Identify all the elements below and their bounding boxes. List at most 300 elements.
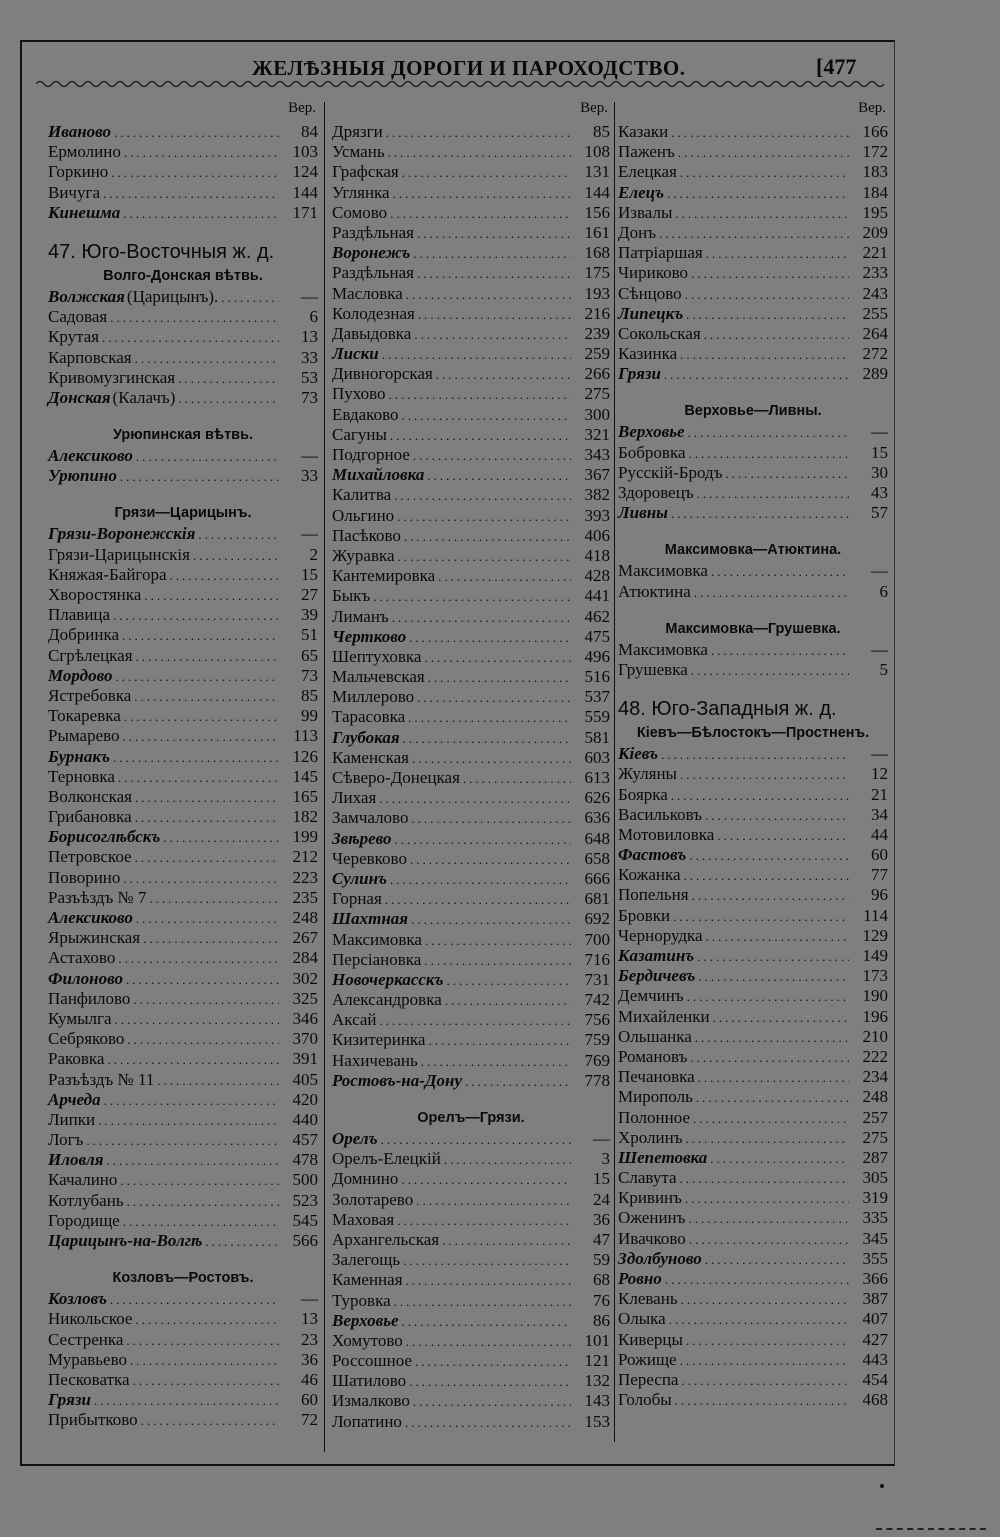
leader-dots (390, 204, 571, 224)
station-versts: 658 (584, 848, 610, 868)
leader-dots (127, 1030, 279, 1050)
leader-dots (671, 786, 849, 806)
leader-dots (689, 444, 850, 464)
station-versts: 302 (292, 968, 318, 988)
station-versts: 427 (862, 1329, 888, 1349)
leader-dots (221, 288, 279, 308)
column-2 (332, 100, 610, 1432)
station-versts: 457 (292, 1130, 318, 1150)
leader-dots (178, 389, 279, 409)
station-versts: 382 (584, 485, 610, 505)
leader-dots (395, 830, 572, 850)
station-row (48, 524, 318, 544)
station-name: Горная (332, 889, 382, 909)
station-row (618, 263, 888, 283)
station-row (618, 865, 888, 885)
station-versts: 34 (871, 804, 888, 824)
station-row (332, 889, 610, 909)
station-versts: 516 (584, 667, 610, 687)
station-row (332, 1270, 610, 1290)
station-versts: 325 (292, 988, 318, 1008)
station-row (332, 485, 610, 505)
station-row (332, 223, 610, 243)
leader-dots (381, 1130, 571, 1150)
leader-dots (133, 1371, 279, 1391)
leader-dots (445, 991, 571, 1011)
station-row (332, 1051, 610, 1071)
station-name: Россошное (332, 1351, 412, 1371)
leader-dots (705, 806, 849, 826)
station-name: Волконская (48, 786, 133, 806)
station-name: Ярыжинская (48, 928, 141, 948)
station-row (332, 1351, 610, 1371)
station-versts: 287 (862, 1147, 888, 1167)
station-row (48, 726, 318, 746)
station-name: Липки (48, 1109, 96, 1129)
station-row (48, 1289, 318, 1309)
station-name: Сомово (332, 202, 388, 222)
station-versts: 370 (292, 1029, 318, 1049)
station-row (618, 1067, 888, 1087)
station-name: Бровки (618, 905, 671, 925)
station-versts: — (871, 561, 888, 581)
station-versts: — (301, 446, 318, 466)
station-name: Орелъ (332, 1129, 378, 1148)
station-name: Персіановка (332, 949, 422, 969)
station-row (48, 142, 318, 162)
leader-dots (706, 244, 849, 264)
leader-dots (409, 628, 571, 648)
station-versts: 613 (584, 768, 610, 787)
leader-dots (704, 325, 849, 345)
station-row (332, 364, 610, 384)
station-row (618, 825, 888, 845)
station-name: Славута (618, 1168, 677, 1188)
station-versts: 209 (862, 222, 888, 242)
station-versts: 65 (301, 645, 318, 665)
leader-dots (691, 264, 849, 284)
leader-dots (398, 547, 571, 567)
station-row (618, 1148, 888, 1168)
station-name: Здолбуново (618, 1248, 702, 1268)
leader-dots (380, 1011, 571, 1031)
station-row (48, 1090, 318, 1110)
leader-dots (665, 1270, 849, 1290)
station-row (48, 1309, 318, 1329)
station-name: Клевань (618, 1289, 678, 1309)
station-versts: 51 (301, 625, 318, 645)
leader-dots (688, 423, 849, 443)
station-row (48, 888, 318, 908)
station-versts: 47 (593, 1229, 610, 1249)
station-name: Олыка (618, 1309, 666, 1329)
leader-dots (710, 1149, 849, 1169)
leader-dots (130, 1351, 279, 1371)
station-versts: 523 (292, 1190, 318, 1210)
station-versts: 161 (584, 222, 610, 242)
margin-mark (880, 1484, 884, 1488)
station-name: Ливны (618, 503, 668, 523)
leader-dots (406, 285, 571, 305)
leader-dots (685, 1189, 849, 1209)
station-row (618, 946, 888, 966)
leader-dots (178, 369, 279, 389)
station-row (332, 1371, 610, 1391)
station-versts: 132 (584, 1371, 610, 1391)
leader-dots (417, 224, 571, 244)
station-row (618, 785, 888, 805)
leader-dots (408, 708, 571, 728)
station-row (332, 1311, 610, 1331)
station-name: Добринка (48, 625, 119, 645)
station-row (618, 1047, 888, 1067)
leader-dots (393, 184, 571, 204)
station-name: Сестренка (48, 1329, 124, 1349)
column-divider (324, 102, 325, 1452)
station-name: Урюпино (48, 466, 117, 486)
station-row (618, 1390, 888, 1410)
leader-dots (141, 1411, 279, 1431)
margin-mark (876, 1528, 986, 1533)
station-versts: 101 (584, 1330, 610, 1350)
station-versts: 468 (862, 1390, 888, 1410)
station-name: Алексиково (48, 446, 133, 466)
station-name: Разъѣздъ № 7 (48, 887, 147, 907)
station-versts: 184 (862, 182, 888, 202)
station-row (48, 767, 318, 787)
station-versts: 300 (584, 404, 610, 424)
section-spacer (48, 223, 318, 239)
station-row (48, 1191, 318, 1211)
station-row (332, 506, 610, 526)
station-name: Сагуны (332, 424, 387, 444)
station-row (618, 344, 888, 364)
station-versts: 681 (584, 889, 610, 909)
column-3 (618, 100, 888, 1410)
station-row (618, 304, 888, 324)
station-row (618, 966, 888, 986)
station-row (48, 348, 318, 368)
station-name: Паженъ (618, 142, 675, 162)
leader-dots (680, 345, 849, 365)
station-name: Ростовъ-на-Дону (332, 1070, 462, 1090)
leader-dots (711, 562, 849, 582)
station-row (618, 503, 888, 523)
station-row (48, 327, 318, 347)
leader-dots (405, 1413, 571, 1433)
station-versts: 36 (301, 1349, 318, 1369)
station-versts: 103 (292, 142, 318, 162)
station-row (332, 304, 610, 324)
station-row (48, 1110, 318, 1130)
station-row (332, 263, 610, 283)
station-versts: 343 (584, 445, 610, 464)
station-versts: 212 (292, 847, 318, 867)
station-versts: 478 (292, 1150, 318, 1170)
station-row (618, 764, 888, 784)
station-versts: 407 (862, 1309, 888, 1329)
leader-dots (415, 1352, 571, 1372)
leader-dots (107, 1050, 279, 1070)
station-name: Максимовка (332, 929, 422, 949)
station-row (618, 1108, 888, 1128)
station-row (332, 284, 610, 304)
leader-dots (122, 626, 279, 646)
station-name: Дивногорская (332, 364, 433, 384)
station-row (332, 909, 610, 929)
station-versts: 195 (862, 202, 888, 222)
station-versts: 131 (584, 162, 610, 182)
leader-dots (94, 1391, 279, 1411)
station-row (618, 885, 888, 905)
station-versts: 36 (593, 1209, 610, 1229)
station-name: Княжая-Байгора (48, 564, 167, 584)
station-name: Воронежъ (332, 243, 411, 263)
station-row (48, 1211, 318, 1231)
station-versts: 275 (584, 384, 610, 404)
leader-dots (107, 1151, 279, 1171)
station-name: Себряково (48, 1029, 125, 1049)
station-versts: 223 (292, 867, 318, 887)
leader-dots (388, 143, 571, 163)
station-note: (Калачъ) (112, 387, 176, 407)
leader-dots (123, 1212, 279, 1232)
station-name: Кіевъ (618, 744, 659, 764)
station-row (48, 1170, 318, 1190)
station-name: Глубокая (332, 727, 400, 747)
station-name: Ястребовка (48, 685, 132, 705)
station-name: Журавка (332, 545, 395, 565)
station-versts: 255 (862, 303, 888, 323)
leader-dots (675, 204, 849, 224)
leader-dots (402, 163, 571, 183)
station-name: Кумылга (48, 1008, 112, 1028)
station-row (48, 605, 318, 625)
section-spacer (332, 1091, 610, 1107)
leader-dots (115, 1010, 279, 1030)
station-name: Печановка (618, 1067, 695, 1087)
station-row (48, 287, 318, 307)
station-row (48, 868, 318, 888)
station-versts: 769 (584, 1050, 610, 1070)
station-versts: 114 (863, 905, 888, 925)
station-versts: 44 (871, 824, 888, 844)
station-row (332, 122, 610, 142)
station-name: Грязи-Царицынскія (48, 544, 190, 564)
station-versts: 345 (862, 1228, 888, 1248)
station-name: Донская (48, 387, 111, 407)
station-row (618, 324, 888, 344)
station-versts: 406 (584, 525, 610, 545)
leader-dots (680, 1351, 849, 1371)
station-row (618, 1289, 888, 1309)
station-name: Полонное (618, 1107, 690, 1127)
station-row (48, 1049, 318, 1069)
station-name: Жуляны (618, 764, 677, 784)
station-versts: 391 (292, 1049, 318, 1069)
leader-dots (692, 886, 849, 906)
station-versts: 248 (292, 908, 318, 927)
leader-dots (413, 244, 571, 264)
station-row (332, 1169, 610, 1189)
station-name: Бобровка (618, 442, 686, 462)
station-versts: 367 (584, 465, 610, 485)
station-row (618, 660, 888, 680)
leader-dots (711, 641, 849, 661)
station-versts: 248 (862, 1087, 888, 1107)
leader-dots (694, 583, 849, 603)
station-name: Измалково (332, 1391, 410, 1411)
station-versts: 566 (292, 1231, 318, 1250)
station-name: Патріаршая (618, 243, 703, 263)
leader-dots (373, 587, 571, 607)
station-row (48, 388, 318, 408)
station-row (618, 162, 888, 182)
leader-dots (406, 1332, 571, 1352)
station-row (332, 1331, 610, 1351)
station-name: Вичуга (48, 182, 101, 202)
station-versts: 165 (292, 786, 318, 806)
station-versts: 666 (584, 868, 610, 888)
station-row (618, 1330, 888, 1350)
leader-dots (697, 484, 849, 504)
leader-dots (410, 850, 571, 870)
station-versts: 153 (584, 1411, 610, 1431)
station-row (48, 969, 318, 989)
section-heading: Кіевъ—Бѣлостокъ—Простненъ. (636, 725, 870, 742)
station-row (618, 463, 888, 483)
station-name: Кривомузгинская (48, 367, 176, 387)
leader-dots (115, 667, 279, 687)
leader-dots (686, 305, 849, 325)
station-row (618, 986, 888, 1006)
station-versts: 393 (584, 505, 610, 525)
station-versts: 27 (301, 585, 318, 604)
station-name: Верховье (618, 422, 685, 442)
leader-dots (706, 927, 849, 947)
leader-dots (465, 1072, 571, 1092)
station-versts: 108 (584, 142, 610, 162)
station-row (332, 930, 610, 950)
station-row (332, 183, 610, 203)
leader-dots (404, 527, 571, 547)
leader-dots (428, 1031, 571, 1051)
station-versts: 603 (584, 747, 610, 767)
station-versts: 124 (292, 162, 318, 182)
leader-dots (114, 123, 279, 143)
station-versts: 126 (292, 746, 318, 766)
station-versts: 257 (862, 1107, 888, 1127)
station-versts: 85 (301, 685, 318, 705)
station-row (48, 1350, 318, 1370)
station-row (48, 948, 318, 968)
station-name: Логъ (48, 1130, 84, 1150)
station-row (332, 970, 610, 990)
station-name: Ермолино (48, 142, 121, 162)
station-row (618, 443, 888, 463)
leader-dots (198, 525, 279, 545)
station-name: Мотовиловка (618, 824, 715, 844)
station-versts: 239 (584, 323, 610, 343)
station-row (332, 950, 610, 970)
leader-dots (193, 546, 279, 566)
station-row (332, 1250, 610, 1270)
station-versts: 716 (584, 949, 610, 969)
station-name: Мордово (48, 665, 113, 685)
station-versts: 129 (862, 925, 888, 945)
leader-dots (417, 264, 571, 284)
station-row (48, 1150, 318, 1170)
station-versts: 21 (871, 784, 888, 804)
station-row (618, 1128, 888, 1148)
station-versts: 626 (584, 788, 610, 808)
station-row (618, 1168, 888, 1188)
station-name: Кожанка (618, 865, 681, 885)
station-row (48, 1410, 318, 1430)
station-name: Горкино (48, 162, 109, 182)
leader-dots (463, 769, 571, 789)
station-name: Грязи (48, 1390, 91, 1410)
station-versts: 121 (584, 1351, 610, 1371)
page-title: ЖЕЛѢЗНЫЯ ДОРОГИ И ПАРОХОДСТВО. (252, 56, 686, 80)
leader-dots (688, 1209, 849, 1229)
station-versts: 166 (862, 122, 888, 141)
leader-dots (416, 1191, 571, 1211)
station-row (332, 1412, 610, 1432)
station-versts: 319 (862, 1188, 888, 1208)
station-versts: 73 (301, 665, 318, 685)
station-row (618, 364, 888, 384)
leader-dots (427, 466, 571, 486)
station-versts: 84 (301, 122, 318, 141)
page-number: [477 (816, 54, 857, 79)
leader-dots (424, 951, 571, 971)
station-row (332, 162, 610, 182)
station-versts: 149 (862, 946, 888, 965)
section-heading: Максимовка—Атюктина. (664, 542, 842, 559)
leader-dots (98, 1111, 279, 1131)
station-name: Бурнакъ (48, 746, 110, 766)
station-versts: 443 (862, 1349, 888, 1369)
station-row (332, 405, 610, 425)
leader-dots (124, 707, 279, 727)
station-name: Нахичевань (332, 1050, 418, 1070)
station-name: Лиманъ (332, 606, 389, 626)
section-spacer (48, 1251, 318, 1267)
station-versts: 756 (584, 1010, 610, 1030)
station-row (618, 1269, 888, 1289)
versts-header: Вер. (580, 100, 608, 116)
station-row (618, 1087, 888, 1107)
station-versts: 6 (879, 581, 888, 601)
leader-dots (123, 869, 279, 889)
station-row (48, 1070, 318, 1090)
station-versts: 267 (292, 928, 318, 948)
station-versts: 199 (292, 827, 318, 847)
leader-dots (726, 464, 850, 484)
station-row (48, 565, 318, 585)
leader-dots (135, 1310, 279, 1330)
page-frame (20, 40, 895, 1466)
station-name: Александровка (332, 990, 442, 1010)
station-name: Грязи-Воронежскія (48, 524, 196, 544)
station-row (332, 990, 610, 1010)
station-versts: 172 (862, 142, 888, 162)
station-versts: 57 (871, 503, 888, 523)
station-row (332, 586, 610, 606)
leader-dots (680, 1169, 850, 1189)
station-versts: 173 (862, 966, 888, 986)
